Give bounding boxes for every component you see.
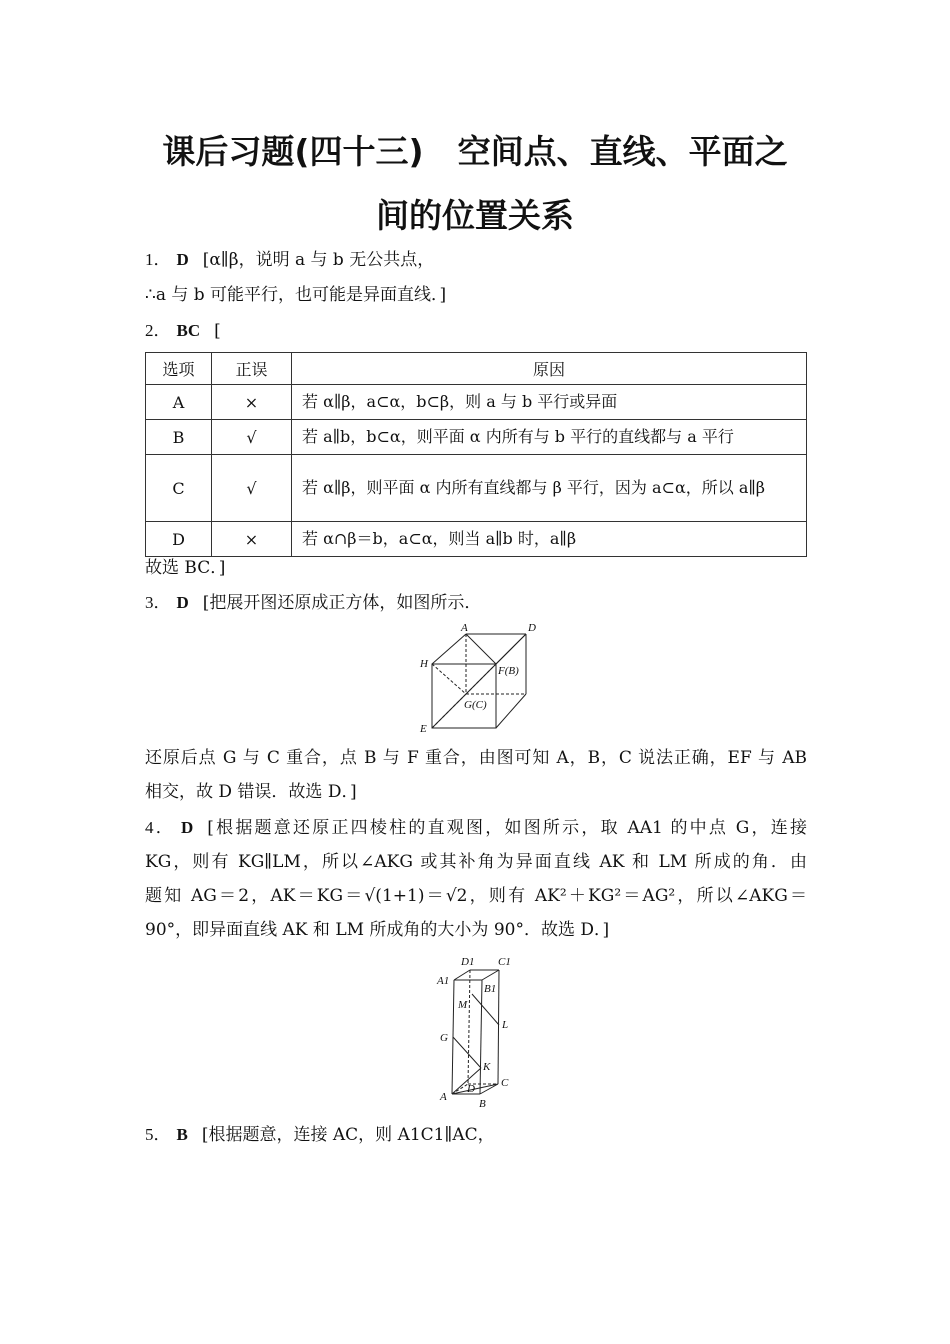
prism-figure [434,950,554,1110]
prism-label-b: B [479,1098,486,1110]
prism-label-b1: B1 [484,983,497,995]
options-table [145,352,807,557]
prism-label-d: D [467,1083,475,1095]
row-judge: √ [212,455,292,522]
q4-number: 4． [145,818,175,837]
row-option: D [146,522,212,557]
q1-text-line1: [α∥β，说明 a 与 b 无公共点， [202,250,435,270]
q4-line4: 90°，即异面直线 AK 和 LM 所成角的大小为 90°．故选 D．] [145,920,610,940]
q3-number: 3． [145,593,171,612]
header-option: 选项 [146,353,212,385]
q1-answer: D [176,250,189,269]
row-option: C [146,455,212,522]
table-row [146,385,807,420]
q5-text-line1: [根据题意，连接 AC，则 A1C1∥AC， [201,1125,495,1145]
q2-open-bracket: [ [214,321,221,341]
row-judge: × [212,522,292,557]
q1-line2: ∴a 与 b 可能平行，也可能是异面直线．] [145,285,447,305]
q1-line1 [145,249,807,271]
prism-label-c: C [501,1077,509,1089]
prism-label-a1: A1 [437,975,450,987]
table-row [146,522,807,557]
row-reason: 若 α∥β，a⊂α，b⊂β，则 a 与 b 平行或异面 [292,385,807,420]
row-reason: 若 α∩β＝b，a⊂α，则当 a∥b 时，a∥β [292,522,807,557]
header-reason: 原因 [292,353,807,385]
row-reason: 若 α∥β，则平面 α 内所有直线都与 β 平行，因为 a⊂α，所以 a∥β [292,455,807,522]
prism-label-c1: C1 [498,956,511,968]
q2-close: 故选 BC．] [145,558,226,578]
q5-answer: B [176,1125,188,1144]
q3-line2: 还原后点 G 与 C 重合，点 B 与 F 重合，由图可知 A，B，C 说法正确，EF 与 AB [145,748,807,768]
row-reason: 若 a∥b，b⊂α，则平面 α 内所有与 b 平行的直线都与 a 平行 [292,420,807,455]
cube-label-gc: G(C) [464,699,487,711]
prism-label-l: L [502,1019,509,1031]
q3-line1 [145,592,807,614]
q4-line1 [145,817,807,839]
title-right: 空间点、直线、平面之 [457,132,788,171]
q2-number: 2． [145,321,171,340]
row-judge: √ [212,420,292,455]
page-title-line1 [0,126,950,173]
q4-answer: D [180,818,194,837]
cube-label-h: H [420,658,428,670]
q2-answer: BC [176,321,201,340]
cube-label-a: A [461,622,468,634]
prism-label-a: A [440,1091,447,1103]
q4-text-line1: [根据题意还原正四棱柱的直观图，如图所示，取 AA1 的中点 G，连接 [207,818,807,838]
q1-number: 1． [145,250,171,269]
prism-label-m: M [458,999,468,1011]
page-title-line2: 间的位置关系 [376,196,574,235]
table-row [146,455,807,522]
table-header-row [146,353,807,385]
q3-line3: 相交，故 D 错误．故选 D．] [145,782,357,802]
q4-line3: 题知 AG＝2，AK＝KG＝√(1+1)＝√2，则有 AK²＋KG²＝AG²，所以∠AKG＝ [145,886,807,906]
cube-label-d: D [528,622,536,634]
title-left: 课后习题(四十三) [162,132,424,171]
row-option: B [146,420,212,455]
row-judge: × [212,385,292,420]
prism-label-k: K [483,1061,491,1073]
prism-label-g: G [440,1032,448,1044]
prism-label-d1: D1 [461,956,475,968]
q3-text-line1: [把展开图还原成正方体，如图所示． [202,593,482,613]
cube-label-fb: F(B) [498,665,519,677]
q5-line1 [145,1124,807,1146]
header-judge: 正误 [212,353,292,385]
table-row [146,420,807,455]
q4-line2: KG，则有 KG∥LM，所以∠AKG 或其补角为异面直线 AK 和 LM 所成的角．由 [145,852,807,872]
q2-line1 [145,320,807,342]
q3-answer: D [176,593,189,612]
q5-number: 5． [145,1125,171,1144]
row-option: A [146,385,212,420]
cube-figure [416,622,546,734]
cube-label-e: E [420,723,427,735]
